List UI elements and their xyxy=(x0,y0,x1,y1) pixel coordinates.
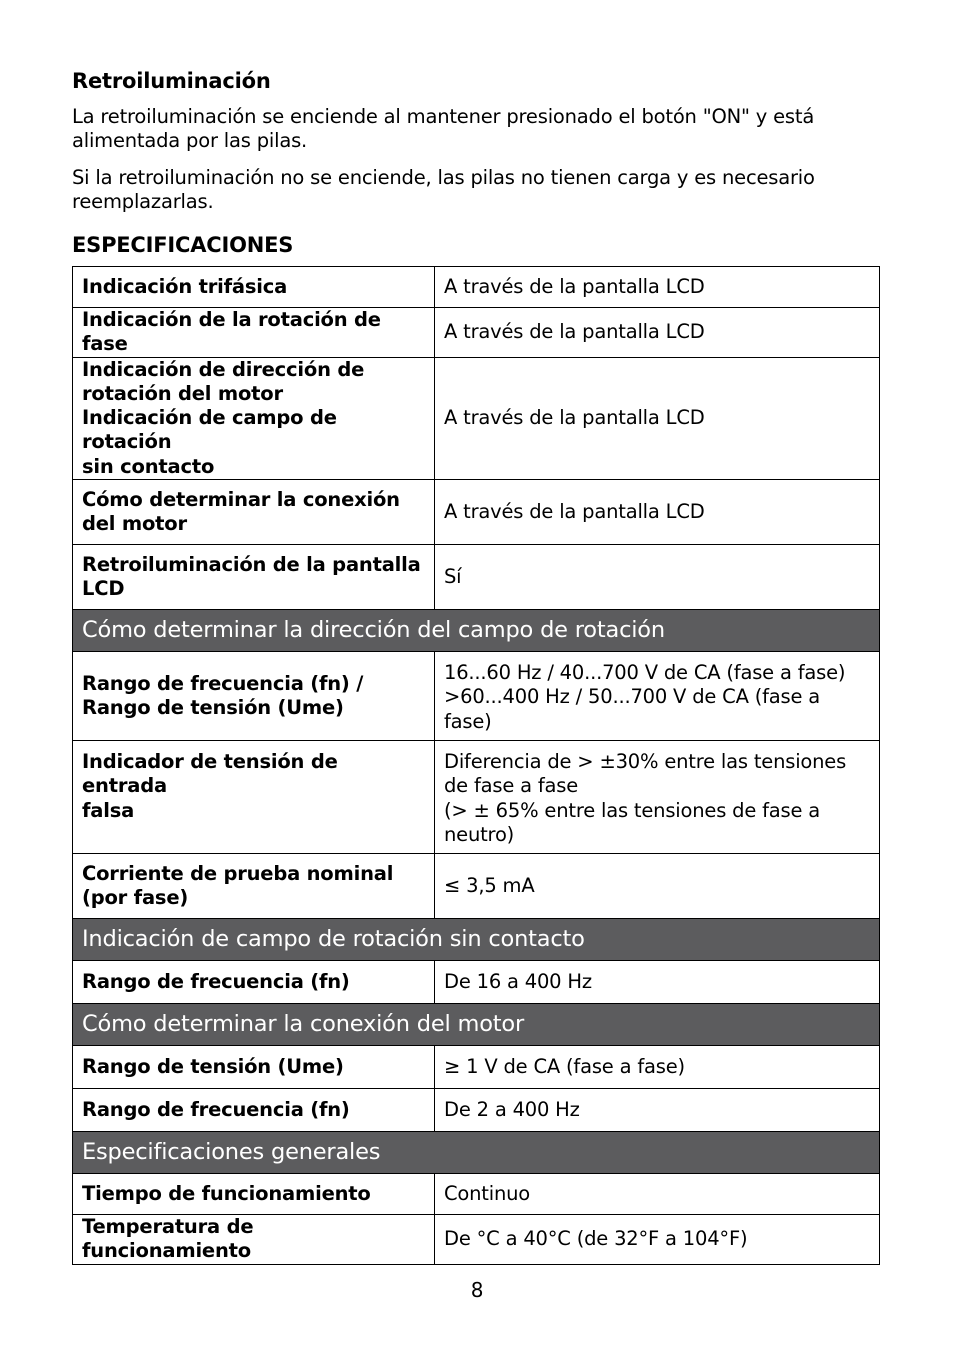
spec-label-line: Cómo determinar la conexión xyxy=(82,487,400,511)
spec-value: De 2 a 400 Hz xyxy=(435,1089,880,1132)
spec-label-line: del motor xyxy=(82,512,187,536)
spec-label-line: Indicación de campo de rotación xyxy=(82,406,337,454)
section-header-row xyxy=(73,1132,880,1174)
spec-value: ≤ 3,5 mA xyxy=(435,854,880,919)
spec-label: Tiempo de funcionamiento xyxy=(73,1174,435,1215)
spec-label: Indicación de la rotación de fase xyxy=(73,308,435,358)
spec-label xyxy=(73,357,435,479)
spec-label xyxy=(73,480,435,545)
spec-value: De 16 a 400 Hz xyxy=(435,961,880,1004)
spec-value xyxy=(435,741,880,854)
specifications-table xyxy=(72,266,880,1265)
spec-value: A través de la pantalla LCD xyxy=(435,480,880,545)
spec-value: De °C a 40°C (de 32°F a 104°F) xyxy=(435,1215,880,1265)
spec-value xyxy=(435,652,880,741)
spec-label-line: Indicador de tensión de entrada xyxy=(82,750,338,798)
backlight-paragraph-2: Si la retroiluminación no se enciende, las pilas no tienen carga y es necesario reemplazarlas. xyxy=(72,166,815,213)
table-row xyxy=(73,545,880,610)
spec-label-line: Corriente de prueba nominal xyxy=(82,861,394,885)
spec-value: Sí xyxy=(435,545,880,610)
table-row xyxy=(73,1046,880,1089)
table-row xyxy=(73,741,880,854)
section-title: Cómo determinar la conexión del motor xyxy=(73,1004,880,1046)
section-title: Especificaciones generales xyxy=(73,1132,880,1174)
spec-value: ≥ 1 V de CA (fase a fase) xyxy=(435,1046,880,1089)
spec-label xyxy=(73,741,435,854)
spec-label-line: Rango de frecuencia (fn) / xyxy=(82,671,364,695)
table-row xyxy=(73,1174,880,1215)
backlight-paragraph-1: La retroiluminación se enciende al mantener presionado el botón "ON" y está alimentada por las pilas. xyxy=(72,105,815,152)
spec-value: A través de la pantalla LCD xyxy=(435,267,880,308)
spec-label-line: (por fase) xyxy=(82,886,189,910)
spec-label xyxy=(73,545,435,610)
spec-label-line: sin contacto xyxy=(82,454,215,478)
spec-value-line: Diferencia de > ±30% entre las tensiones xyxy=(444,750,847,774)
spec-label: Rango de tensión (Ume) xyxy=(73,1046,435,1089)
table-row xyxy=(73,357,880,479)
spec-value: A través de la pantalla LCD xyxy=(435,357,880,479)
spec-value-line: de fase a fase xyxy=(444,774,579,798)
section-title: Indicación de campo de rotación sin contacto xyxy=(73,919,880,961)
table-row xyxy=(73,854,880,919)
spec-label: Rango de frecuencia (fn) xyxy=(73,1089,435,1132)
section-header-row xyxy=(73,919,880,961)
spec-value: Continuo xyxy=(435,1174,880,1215)
table-row xyxy=(73,961,880,1004)
spec-label: Rango de frecuencia (fn) xyxy=(73,961,435,1004)
spec-label-line: Indicación de dirección de xyxy=(82,357,365,381)
spec-value-line: fase) xyxy=(444,709,492,733)
table-row xyxy=(73,1089,880,1132)
spec-value-line: neutro) xyxy=(444,822,515,846)
spec-label-line: Rango de tensión (Ume) xyxy=(82,696,344,720)
spec-value-line: (> ± 65% entre las tensiones de fase a xyxy=(444,798,821,822)
table-row xyxy=(73,652,880,741)
table-row xyxy=(73,480,880,545)
spec-label-line: rotación del motor xyxy=(82,381,283,405)
backlight-heading: Retroiluminación xyxy=(72,69,271,93)
spec-value: A través de la pantalla LCD xyxy=(435,308,880,358)
section-header-row xyxy=(73,610,880,652)
table-row xyxy=(73,1215,880,1265)
section-header-row xyxy=(73,1004,880,1046)
spec-label-line: Retroiluminación de la pantalla xyxy=(82,552,421,576)
spec-label: Temperatura de funcionamiento xyxy=(73,1215,435,1265)
spec-label-line: falsa xyxy=(82,798,135,822)
spec-label-line: LCD xyxy=(82,577,125,601)
section-title: Cómo determinar la dirección del campo de rotación xyxy=(73,610,880,652)
page-number: 8 xyxy=(470,1278,484,1302)
table-row xyxy=(73,267,880,308)
spec-value-line: 16...60 Hz / 40...700 V de CA (fase a fase) xyxy=(444,661,846,685)
spec-label xyxy=(73,854,435,919)
spec-label xyxy=(73,652,435,741)
table-row xyxy=(73,308,880,358)
spec-value-line: >60...400 Hz / 50...700 V de CA (fase a xyxy=(444,685,821,709)
specs-heading: ESPECIFICACIONES xyxy=(72,233,294,257)
spec-label: Indicación trifásica xyxy=(73,267,435,308)
